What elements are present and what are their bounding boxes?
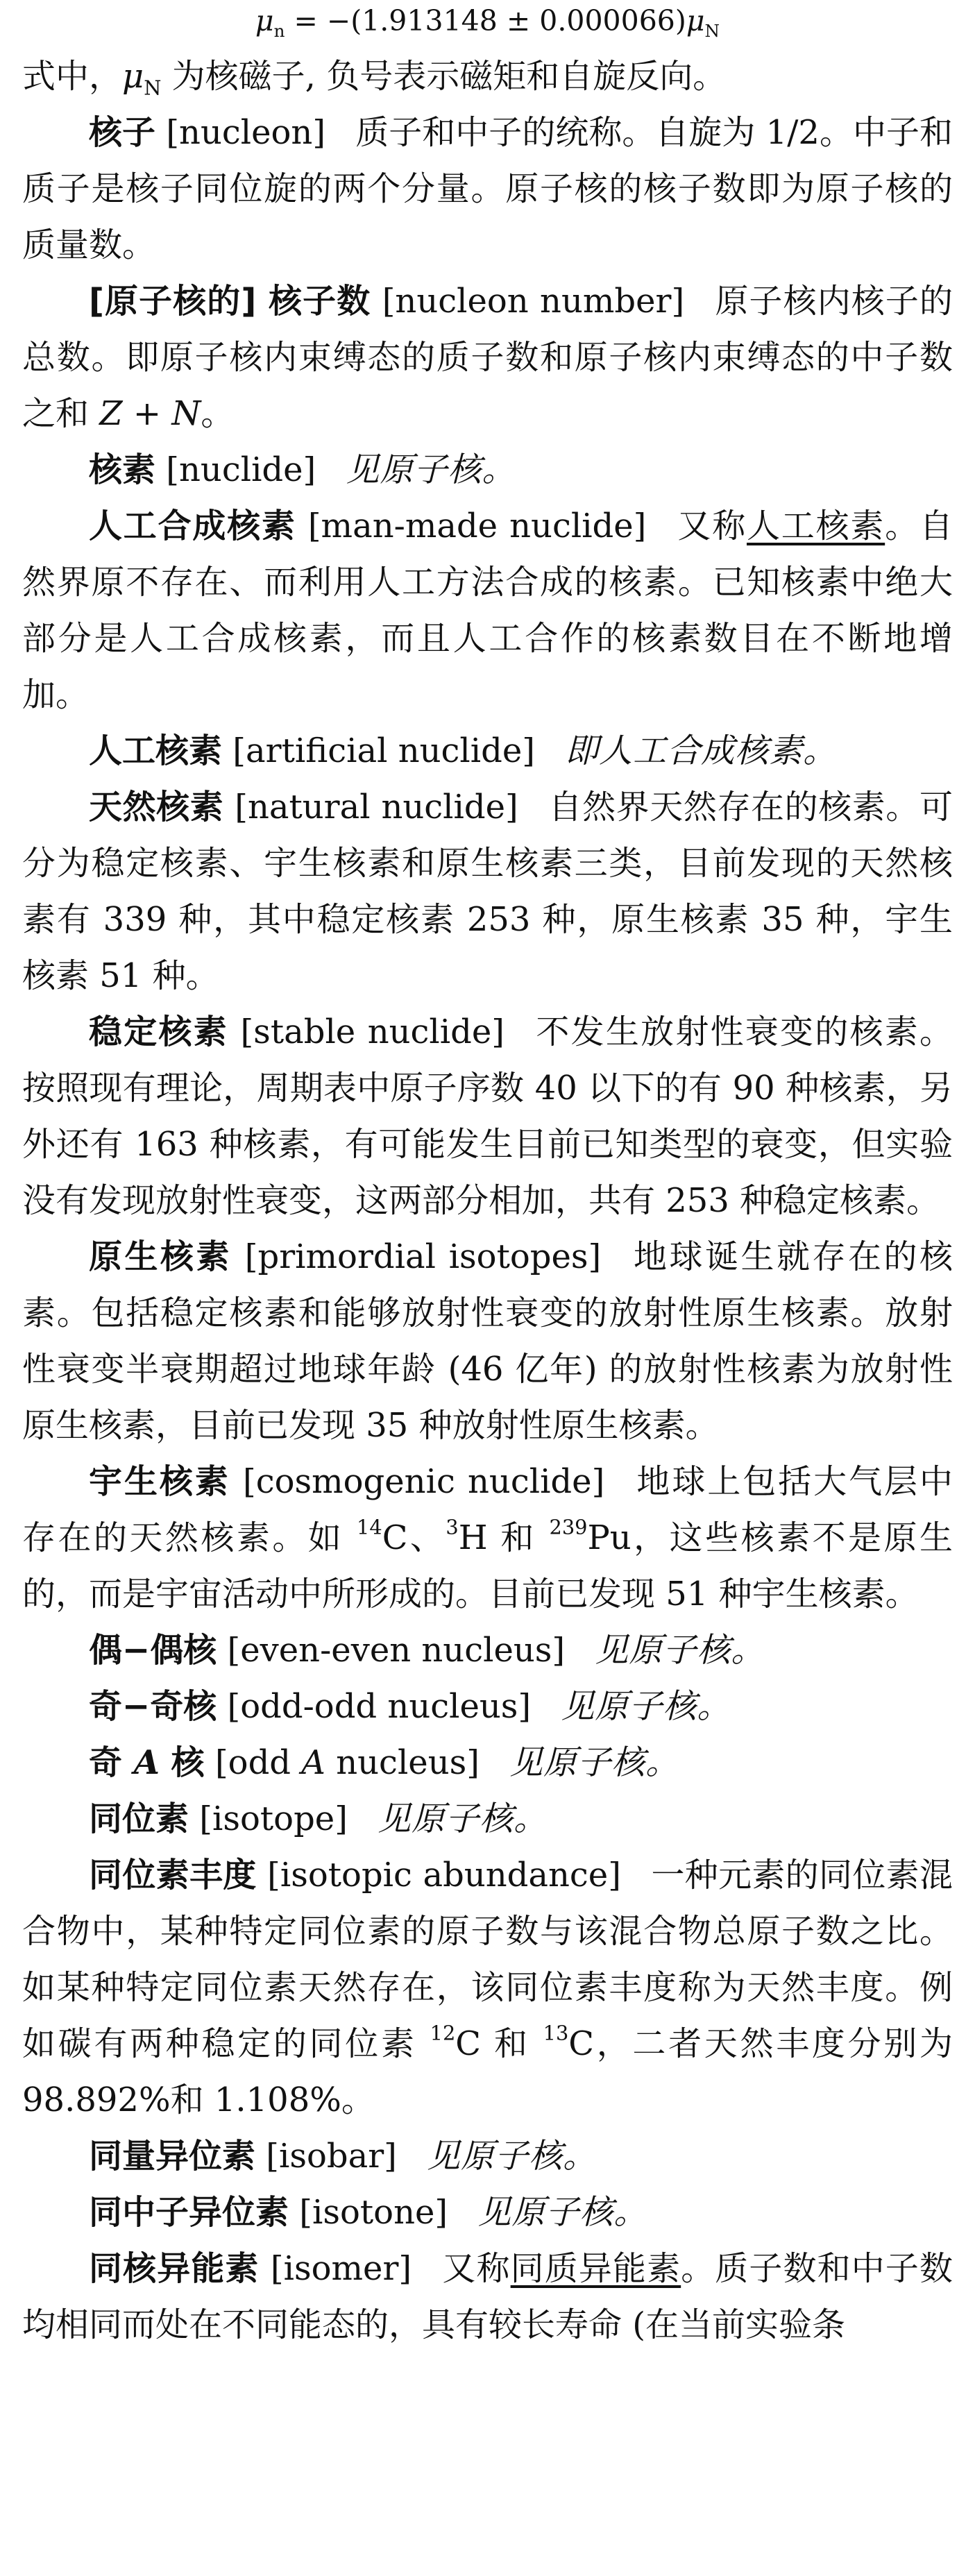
term-nuclide: 核素 [89, 450, 156, 489]
see-odd-odd: 见原子核。 [561, 1687, 731, 1726]
formula-middle: = −(1.913148 ± 0.000066) [285, 4, 686, 37]
term-odd-odd: 奇−奇核 [89, 1687, 217, 1726]
term-stable-nuclide: 稳定核素 [89, 1012, 228, 1051]
term-odd-a: 奇 A 核 [89, 1743, 205, 1782]
term-bracket-nucleon-number: [原子核的] [89, 282, 257, 321]
term-man-made-nuclide: 人工合成核素 [89, 507, 296, 545]
term-primordial: 原生核素 [89, 1237, 232, 1276]
see-artificial-nuclide: 即人工合成核素。 [565, 731, 838, 770]
entry-primordial [22, 1229, 953, 1454]
term-artificial-nuclide: 人工核素 [89, 731, 223, 770]
en-isotone: [isotone] [299, 2193, 448, 2232]
en-odd-a: [odd A nucleus] [214, 1743, 480, 1782]
see-nuclide: 见原子核。 [346, 450, 516, 489]
en-nucleon: [nucleon] [166, 113, 326, 152]
entry-nucleon [22, 105, 953, 273]
body-stable-nuclide: 不发生放射性衰变的核素。按照现有理论，周期表中原子序数 40 以下的有 90 种核素，另外还有 163 种核素，有可能发生目前已知类型的衰变，但实验没有发现放射性衰变，这两部分相加，共有 253 种稳定核素。 [22, 1012, 953, 1220]
formula-sub-n: n [273, 21, 285, 42]
see-isotone: 见原子核。 [477, 2193, 648, 2232]
term-nucleon: 核子 [89, 113, 156, 152]
entry-odd-odd [22, 1679, 953, 1735]
en-isomer: [isomer] [270, 2249, 412, 2288]
en-cosmogenic: [cosmogenic nuclide] [242, 1462, 605, 1501]
term-isotopic-abundance: 同位素丰度 [89, 1856, 257, 1895]
term-nucleon-number: 核子数 [256, 282, 371, 321]
entry-isotopic-abundance: 同位素丰度 [isotopic abundance] 一种元素的同位素混合物中，某种特定同位素的原子数与该混合物总原子数之比。如某种特定同位素天然存在，该同位素丰度称为天然丰度。例如碳有两种稳定的同位素 $^{12}$C 和 $^{13}$C，二者天然丰度分别为 98.892%和 1.108%。 [22, 1856, 953, 2119]
en-nucleon-number: [nucleon number] [382, 282, 685, 321]
entry-isobar [22, 2128, 953, 2185]
en-even-even: [even-even nucleus] [227, 1631, 566, 1670]
en-nuclide: [nuclide] [166, 450, 316, 489]
formula-mu-2: μ [686, 4, 705, 37]
see-odd-a: 见原子核。 [509, 1743, 680, 1782]
entry-odd-a [22, 1735, 953, 1791]
term-isomer: 同核异能素 [89, 2249, 260, 2288]
en-isotopic-abundance: [isotopic abundance] [267, 1856, 621, 1895]
formula-sub-N: N [704, 21, 720, 42]
entry-nuclide [22, 442, 953, 498]
body-nucleon: 质子和中子的统称。自旋为 1/2。中子和质子是核子同位旋的两个分量。原子核的核子数即为原子核的质量数。 [22, 113, 953, 264]
see-isotope: 见原子核。 [378, 1799, 548, 1838]
entry-natural-nuclide [22, 779, 953, 1004]
math-z-plus-n: Z + N [99, 394, 201, 433]
body-primordial: 地球诞生就存在的核素。包括稳定核素和能够放射性衰变的放射性原生核素。放射性衰变半衰期超过地球年龄 (46 亿年) 的放射性核素为放射性原生核素，目前已发现 35 种放射性原生核素。 [22, 1237, 953, 1445]
entry-man-made-nuclide: 人工合成核素 [man-made nuclide] 又称人工核素。自然界原不存在、而利用人工方法合成的核素。已知核素中绝大部分是人工合成核素，而且人工合作的核素数目在不断地增加。 [22, 507, 953, 714]
link-artificial-nuclide[interactable]: 人工核素 [747, 507, 885, 545]
body-natural-nuclide: 自然界天然存在的核素。可分为稳定核素、宇生核素和原生核素三类，目前发现的天然核素有 339 种，其中稳定核素 253 种，原生核素 35 种，宇生核素 51 种。 [22, 788, 953, 995]
entry-artificial-nuclide [22, 723, 953, 779]
en-man-made-nuclide: [man-made nuclide] [307, 507, 647, 545]
en-stable-nuclide: [stable nuclide] [240, 1012, 505, 1051]
formula-mu: μ [255, 4, 274, 37]
term-isotope: 同位素 [89, 1799, 189, 1838]
see-even-even: 见原子核。 [595, 1631, 765, 1670]
en-isobar: [isobar] [266, 2137, 397, 2176]
en-artificial-nuclide: [artificial nuclide] [232, 731, 535, 770]
intro-paragraph: 式中，$\mu_N$ 为核磁子, 负号表示磁矩和自旋反向。 [22, 57, 727, 100]
en-primordial: [primordial isotopes] [244, 1237, 602, 1276]
entry-even-even [22, 1622, 953, 1679]
term-cosmogenic: 宇生核素 [89, 1462, 230, 1501]
see-isobar: 见原子核。 [427, 2137, 597, 2176]
term-isobar: 同量异位素 [89, 2137, 256, 2176]
entry-isotope [22, 1791, 953, 1847]
term-isotone: 同中子异位素 [89, 2193, 289, 2232]
link-isomer-alt[interactable]: 同质异能素 [510, 2249, 681, 2288]
entry-isomer: 同核异能素 [isomer] 又称同质异能素。质子数和中子数均相同而处在不同能态的，具有较长寿命 (在当前实验条 [22, 2249, 953, 2344]
entry-stable-nuclide [22, 1004, 953, 1229]
entry-cosmogenic: 宇生核素 [cosmogenic nuclide] 地球上包括大气层中存在的天然核素。如 $^{14}$C、$^3$H 和 $^{239}$Pu，这些核素不是原生的，而是宇宙活动中所形成的。目前已发现 51 种宇生核素。 [22, 1462, 953, 1613]
term-even-even: 偶−偶核 [89, 1631, 217, 1670]
entry-nucleon-number: [原子核的] 核子数 [nucleon number] 原子核内核子的总数。即原子核内束缚态的质子数和原子核内束缚态的中子数之和 Z + N。 [22, 282, 953, 433]
magnetic-moment-formula [22, 0, 953, 42]
en-natural-nuclide: [natural nuclide] [235, 788, 518, 827]
en-isotope: [isotope] [199, 1799, 348, 1838]
entry-isotone [22, 2185, 953, 2241]
en-odd-odd: [odd-odd nucleus] [227, 1687, 532, 1726]
term-natural-nuclide: 天然核素 [89, 788, 224, 827]
